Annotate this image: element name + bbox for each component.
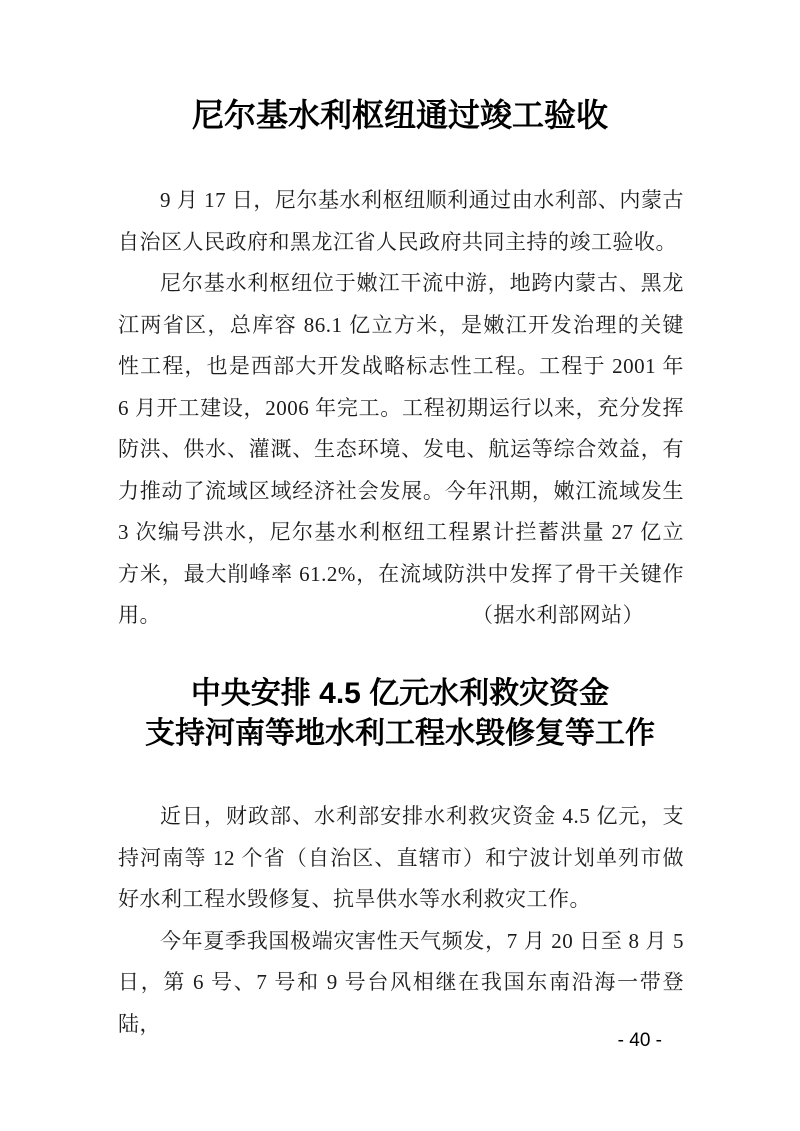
article1-title: 尼尔基水利枢纽通过竣工验收	[191, 97, 608, 133]
article2-title-line2: 支持河南等地水利工程水毁修复等工作	[145, 717, 655, 750]
article2-title	[0, 674, 800, 754]
article2-paragraph-1: 近日，财政部、水利部安排水利救灾资金 4.5 亿元，支持河南等 12 个省（自治区、直辖市）和宁波计划单列市做好水利工程水毁修复、抗旱供水等水利救灾工作。	[118, 804, 684, 911]
page-number: - 40 -	[617, 1030, 662, 1051]
article1-body	[118, 180, 684, 637]
article2-paragraph-2: 今年夏季我国极端灾害性天气频发，7 月 20 日至 8 月 5 日，第 6 号、7 号和 9 号台风相继在我国东南沿海一带登陆，	[118, 928, 684, 1036]
article1-source-attribution: （据水利部网站）	[472, 603, 644, 627]
article2-title-line1: 中央安排 4.5 亿元水利救灾资金	[190, 677, 610, 710]
article1-paragraph-2: 尼尔基水利枢纽位于嫩江干流中游，地跨内蒙古、黑龙江两省区，总库容 86.1 亿立方米，是嫩江开发治理的关键性工程，也是西部大开发战略标志性工程。工程于 2001 年 6 月开工建设，2006 年完工。工程初期运行以来，充分发挥防洪、供水、灌溉、生态环境、发电、航运等综合效益，有力推动了流域区域经济社会发展。今年汛期，嫩江流域发生 3 次编号洪水，尼尔基水利枢纽工程累计拦蓄洪量 27 亿立方米，最大削峰率 61.2%，在流域防洪中发挥了骨干关键作用。	[118, 271, 684, 627]
article1-paragraph-1: 9 月 17 日，尼尔基水利枢纽顺利通过由水利部、内蒙古自治区人民政府和黑龙江省人民政府共同主持的竣工验收。	[118, 188, 684, 254]
article2-body	[118, 796, 684, 1045]
